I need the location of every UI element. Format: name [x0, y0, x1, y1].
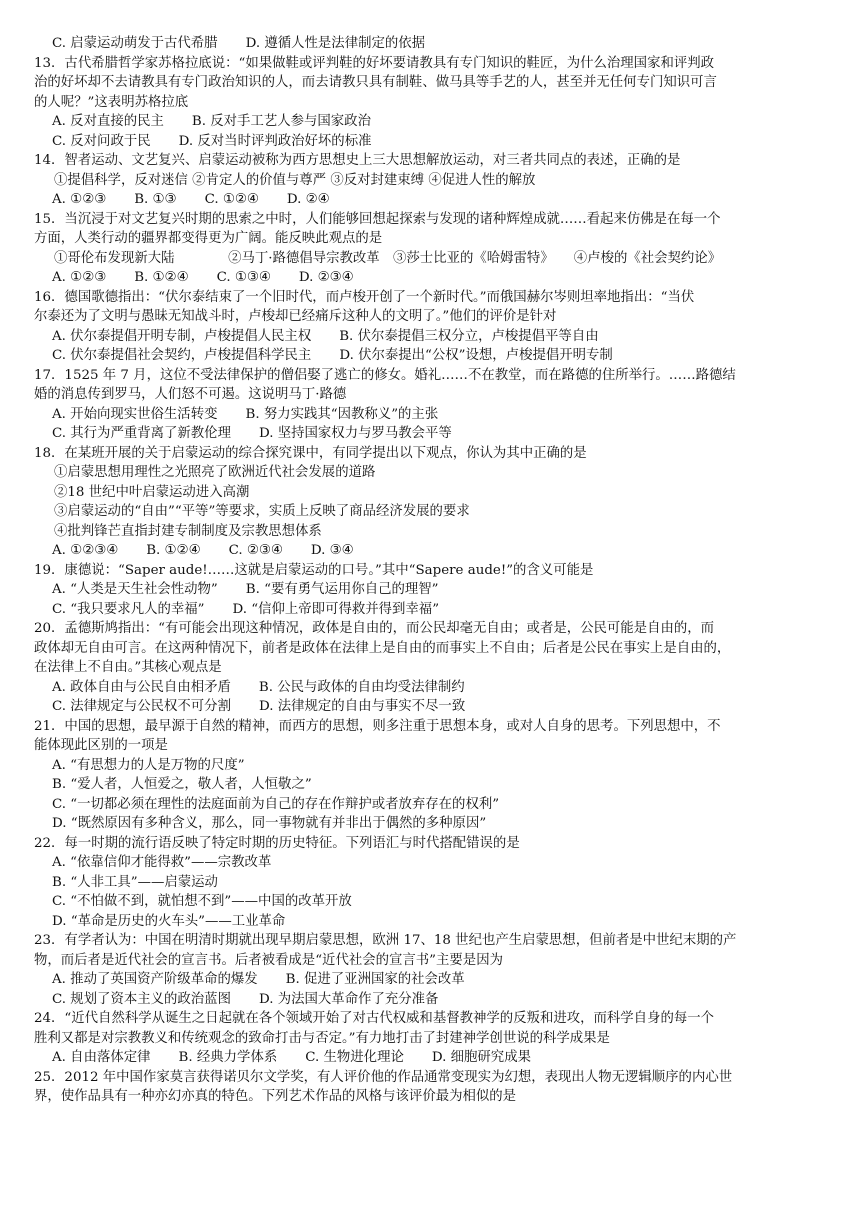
- answer-options-row: [34, 190, 824, 210]
- answer-options-row: [34, 678, 824, 698]
- question-stem: 23．有学者认为：中国在明清时期就出现早期启蒙思想，欧洲 17、18 世纪也产生启蒙思想，但前者是中世纪末期的产: [34, 933, 737, 948]
- answer-option: B. 经典力学体系: [178, 1050, 278, 1065]
- answer-options-row: [34, 268, 824, 288]
- answer-option: B. ①③: [134, 192, 177, 207]
- answer-option: C. 法律规定与公民权不可分割: [52, 699, 231, 714]
- answer-option: A. “人类是天生社会性动物”: [52, 582, 218, 597]
- statement-item: ③启蒙运动的“自由”“平等”等要求，实质上反映了商品经济发展的要求: [54, 504, 470, 519]
- answer-option: D. ②④: [286, 192, 330, 207]
- answer-options-row: [34, 112, 824, 132]
- question-stem: 19．康德说：“Saper aude!……这就是启蒙运动的口号。”其中“Sapere aude!”的含义可能是: [34, 562, 594, 578]
- question-continuation: 能体现此区别的一项是: [34, 738, 168, 753]
- question-continuation: 婚的消息传到罗马，人们怒不可遏。这说明马丁·路德: [34, 387, 347, 402]
- question-stem: 14．智者运动、文艺复兴、启蒙运动被称为西方思想史上三大思想解放运动，对三者共同点的表述，正确的是: [34, 153, 681, 168]
- answer-options-row: [34, 580, 824, 600]
- answer-option: B. ①②④: [146, 543, 201, 558]
- answer-option: A. ①②③: [52, 192, 107, 207]
- answer-options-row: [34, 405, 824, 425]
- answer-option: C. 其行为严重背离了新教伦理: [52, 426, 231, 441]
- question-stem: 25．2012 年中国作家莫言获得诺贝尔文学奖，有人评价他的作品通常变现实为幻想，表现出人物无逻辑顺序的内心世: [34, 1069, 733, 1085]
- answer-option: B. ①②④: [134, 270, 189, 285]
- answer-option: A. 伏尔泰提倡开明专制，卢梭提倡人民主权: [52, 328, 312, 344]
- answer-options-row: [34, 424, 824, 444]
- statement-item: ①提倡科学，反对迷信 ②肯定人的价值与尊严 ③反对封建束缚 ④促进人性的解放: [54, 172, 536, 188]
- answer-option: A. 反对直接的民主: [52, 114, 164, 129]
- answer-option: D. ③④: [310, 543, 354, 558]
- question-continuation: 物，而后者是近代社会的宣言书。后者被看成是“近代社会的宣言书”主要是因为: [34, 952, 503, 968]
- answer-options-row: [34, 132, 824, 152]
- answer-option: B. 公民与政体的自由均受法律制约: [258, 679, 465, 695]
- statement-item: ②18 世纪中叶启蒙运动进入高潮: [54, 484, 250, 500]
- answer-option: B. 伏尔泰提倡三权分立，卢梭提倡平等自由: [339, 328, 599, 344]
- question-continuation: 方面，人类行动的疆界都变得更为广阔。能反映此观点的是: [34, 231, 383, 246]
- answer-option: C. ②③④: [228, 543, 283, 558]
- answer-option: A. “依靠信仰才能得救”——宗教改革: [52, 855, 272, 870]
- question-stem: 13．古代希腊哲学家苏格拉底说：“如果做鞋或评判鞋的好坏要请教具有专门知识的鞋匠，为什么治理国家和评判政: [34, 55, 715, 71]
- answer-option: D. 遵循人性是法律制定的依据: [245, 36, 426, 51]
- question-stem: 20．孟德斯鸠指出：“有可能会出现这种情况，政体是自由的，而公民却毫无自由；或者是，公民可能是自由的，而: [34, 621, 715, 636]
- question-continuation: 政体却无自由可言。在这两种情况下，前者是政体在法律上是自由的而事实上不自由；后者是公民在事实上是自由的，: [34, 640, 731, 656]
- answer-option: B. “人非工具”——启蒙运动: [52, 874, 218, 890]
- answer-option: A. “有思想力的人是万物的尺度”: [52, 757, 245, 773]
- answer-option: C. “不怕做不到，就怕想不到”——中国的改革开放: [52, 894, 352, 909]
- answer-option: C. 反对问政于民: [52, 133, 151, 149]
- question-stem: 16．德国歌德指出：“伏尔泰结束了一个旧时代，而卢梭开创了一个新时代。”而俄国赫尔岑则坦率地指出：“当伏: [34, 289, 695, 305]
- answer-option: C. ①③④: [216, 270, 271, 285]
- answer-option: D. 为法国大革命作了充分准备: [258, 991, 439, 1007]
- answer-option: C. 伏尔泰提倡社会契约，卢梭提倡科学民主: [52, 348, 312, 363]
- answer-option: C. 生物进化理论: [305, 1050, 404, 1065]
- answer-option: C. 启蒙运动萌发于古代希腊: [52, 36, 218, 51]
- answer-option: D. 坚持国家权力与罗马教会平等: [258, 426, 452, 441]
- question-stem: 22．每一时期的流行语反映了特定时期的历史特征。下列语汇与时代搭配错误的是: [34, 835, 520, 851]
- statement-item: ①哥伦布发现新大陆 ②马丁·路德倡导宗教改革 ③莎士比亚的《哈姆雷特》 ④卢梭的《社会契约论》: [54, 250, 722, 266]
- answer-options-row: [34, 541, 824, 561]
- answer-option: D. ②③④: [298, 270, 354, 285]
- answer-option: D. 细胞研究成果: [431, 1050, 531, 1065]
- answer-option: C. “一切都必须在理性的法庭面前为自己的存在作辩护或者放弃存在的权利”: [52, 796, 500, 812]
- answer-option: D. “革命是历史的火车头”——工业革命: [52, 913, 286, 929]
- answer-option: B. “爱人者，人恒爱之，敬人者，人恒敬之”: [52, 777, 312, 792]
- answer-option: D. “既然原因有多种含义，那么，同一事物就有并非出于偶然的多种原因”: [52, 816, 487, 831]
- answer-option: C. ①②④: [204, 192, 259, 207]
- exam-page: [34, 34, 824, 1107]
- question-continuation: 在法律上不自由。”其核心观点是: [34, 660, 222, 675]
- question-stem: 15．当沉浸于对文艺复兴时期的思索之中时，人们能够回想起探索与发现的诸种辉煌成就……看起来仿佛是在每一个: [34, 211, 721, 227]
- answer-options-row: [34, 327, 824, 347]
- answer-option: A. 开始向现实世俗生活转变: [52, 406, 218, 422]
- answer-option: D. 伏尔泰提出“公权”设想，卢梭提倡开明专制: [339, 348, 613, 363]
- answer-option: D. 法律规定的自由与事实不尽一致: [258, 699, 466, 714]
- answer-options-row: [34, 34, 824, 54]
- answer-options-row: [34, 600, 824, 620]
- answer-option: B. 努力实践其“因教称义”的主张: [245, 406, 439, 422]
- answer-options-row: [34, 970, 824, 990]
- answer-option: A. 自由落体定律: [52, 1050, 151, 1065]
- question-continuation: 尔泰还为了文明与愚昧无知战斗时，卢梭却已经痛斥这种人的文明了。”他们的评价是针对: [34, 309, 557, 324]
- statement-item: ①启蒙思想用理性之光照亮了欧洲近代社会发展的道路: [54, 465, 376, 480]
- question-stem: 21．中国的思想，最早源于自然的精神，而西方的思想，则多注重于思想本身，或对人自身的思考。下列思想中，不: [34, 718, 721, 734]
- statement-item: ④批判锋芒直指封建专制制度及宗教思想体系: [54, 523, 322, 539]
- answer-options-row: [34, 1048, 824, 1068]
- answer-option: A. 政体自由与公民自由相矛盾: [52, 679, 231, 695]
- question-continuation: 的人呢？”这表明苏格拉底: [34, 94, 189, 110]
- answer-option: B. “要有勇气运用你自己的理智”: [245, 582, 439, 597]
- answer-option: D. “信仰上帝即可得救并得到幸福”: [232, 601, 440, 617]
- answer-option: A. 推动了英国资产阶级革命的爆发: [52, 972, 258, 987]
- answer-options-row: [34, 990, 824, 1010]
- question-continuation: 胜利又都是对宗教教义和传统观念的致命打击与否定。”有力地打击了封建神学创世说的科学成果是: [34, 1030, 610, 1046]
- answer-option: B. 反对手工艺人参与国家政治: [191, 114, 371, 129]
- answer-option: D. 反对当时评判政治好坏的标准: [178, 133, 372, 149]
- answer-option: C. 规划了资本主义的政治蓝图: [52, 991, 231, 1007]
- answer-options-row: [34, 346, 824, 366]
- answer-option: A. ①②③: [52, 270, 107, 285]
- question-continuation: 界，使作品具有一种亦幻亦真的特色。下列艺术作品的风格与该评价最为相似的是: [34, 1089, 517, 1104]
- answer-option: A. ①②③④: [52, 543, 119, 558]
- question-continuation: 治的好坏却不去请教具有专门政治知识的人，而去请教只具有制鞋、做马具等手艺的人，甚至并无任何专门知识可言: [34, 75, 717, 90]
- question-stem: 18．在某班开展的关于启蒙运动的综合探究课中，有同学提出以下观点，你认为其中正确的是: [34, 445, 587, 461]
- answer-option: B. 促进了亚洲国家的社会改革: [285, 972, 465, 987]
- answer-option: C. “我只要求凡人的幸福”: [52, 601, 205, 617]
- answer-options-row: [34, 697, 824, 717]
- question-stem: 17．1525 年 7 月，这位不受法律保护的僧侣娶了逃亡的修女。婚礼……不在教堂，而在路德的住所举行。……路德结: [34, 367, 736, 383]
- question-stem: 24．“近代自然科学从诞生之日起就在各个领域开始了对古代权威和基督教神学的反叛和进攻，而科学自身的每一个: [34, 1011, 715, 1026]
